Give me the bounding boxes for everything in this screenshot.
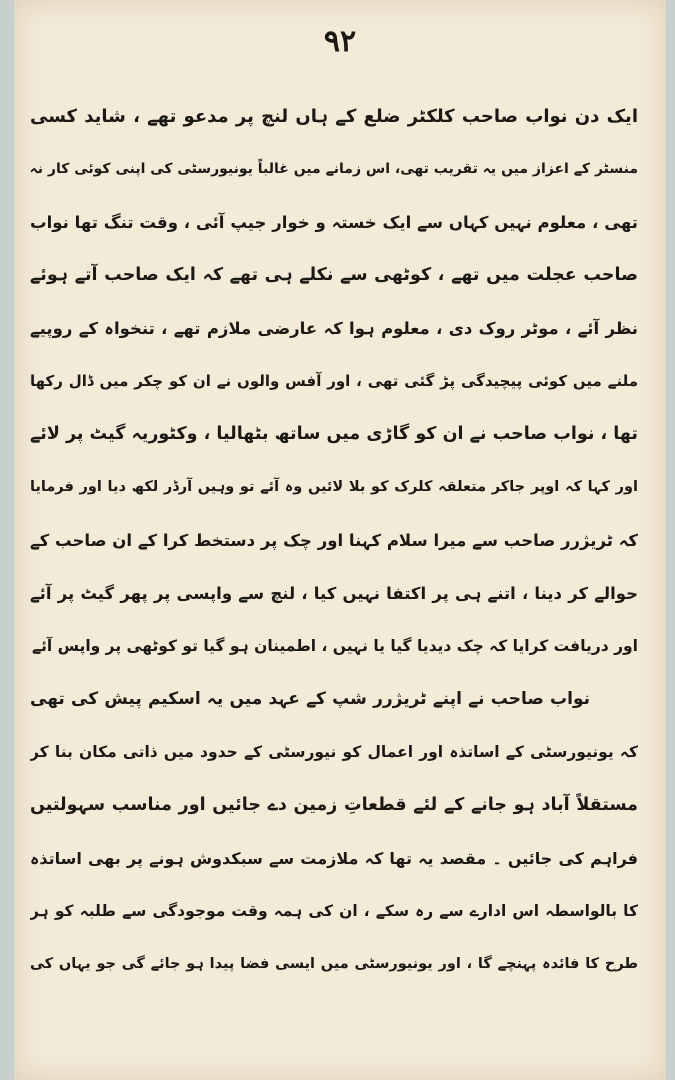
text-line: تھی ، معلوم نہیں کہاں سے ایک خستہ و خوار جیپ آئی ، وقت تنگ تھا نواب	[30, 213, 638, 232]
text-line: منسٹر کے اعزاز میں یہ تقریب تھی، اس زمانے میں غالباً یونیورسٹی کی اپنی کوئی کار نہ	[30, 161, 638, 177]
text-line: کا بالواسطہ اس ادارے سے رہ سکے ، ان کی ہمہ وقت موجودگی سے طلبہ کو ہر	[30, 902, 638, 920]
paragraph-start-line: نواب صاحب نے اپنے ٹریژرر شپ کے عہد میں یہ اسکیم پیش کی تھی	[30, 689, 590, 709]
text-line: طرح کا فائدہ پہنچے گا ، اور یونیورسٹی میں ایسی فضا پیدا ہو جائے گی جو یہاں کی	[30, 956, 638, 972]
text-line: نظر آئے ، موٹر روک دی ، معلوم ہوا کہ عارضی ملازم تھے ، تنخواہ کے روپیے	[30, 319, 638, 338]
text-line: فراہم کی جائیں ۔ مقصد یہ تھا کہ ملازمت سے سبکدوش ہونے پر بھی اساتذہ	[30, 849, 638, 868]
text-line: اور کہا کہ اوپر جاکر متعلقہ کلرک کو بلا لائیں وہ آئے تو وہیں آرڈر لکھ دیا اور فرمایا	[30, 479, 638, 495]
text-line: اور دریافت کرایا کہ چک دیدیا گیا یا نہیں ، اطمینان ہو گیا تو کوٹھی پر واپس آئے	[32, 637, 638, 655]
text-line: تھا ، نواب صاحب نے ان کو گاڑی میں ساتھ بٹھالیا ، وکٹوریہ گیٹ پر لائے	[30, 424, 638, 444]
text-line: حوالے کر دینا ، اتنے ہی پر اکتفا نہیں کیا ، لنچ سے واپسی پر پھر گیٹ پر آئے	[30, 584, 638, 603]
text-line: ملنے میں کوئی پیچیدگی پڑ گئی تھی ، اور آفس والوں نے ان کو چکر میں ڈال رکھا	[30, 372, 638, 390]
text-line: مستقلاً آباد ہو جانے کے لئے قطعاتِ زمین دے جائیں اور مناسب سہولتیں	[30, 795, 638, 815]
text-line: کہ ٹریژرر صاحب سے میرا سلام کہنا اور چک پر دستخط کرا کے ان صاحب کے	[30, 531, 638, 550]
text-line: کہ یونیورسٹی کے اساتذہ اور اعمال کو نیورسٹی کے حدود میں ذاتی مکان بنا کر	[30, 743, 638, 761]
book-page	[14, 0, 666, 1080]
text-line: ایک دن نواب صاحب کلکٹر ضلع کے ہاں لنچ پر مدعو تھے ، شاید کسی	[30, 106, 638, 127]
page-number: ۹۲	[323, 24, 357, 59]
text-line: صاحب عجلت میں تھے ، کوٹھی سے نکلے ہی تھے کہ ایک صاحب آتے ہوئے	[30, 265, 638, 285]
page-body-text	[30, 90, 638, 991]
